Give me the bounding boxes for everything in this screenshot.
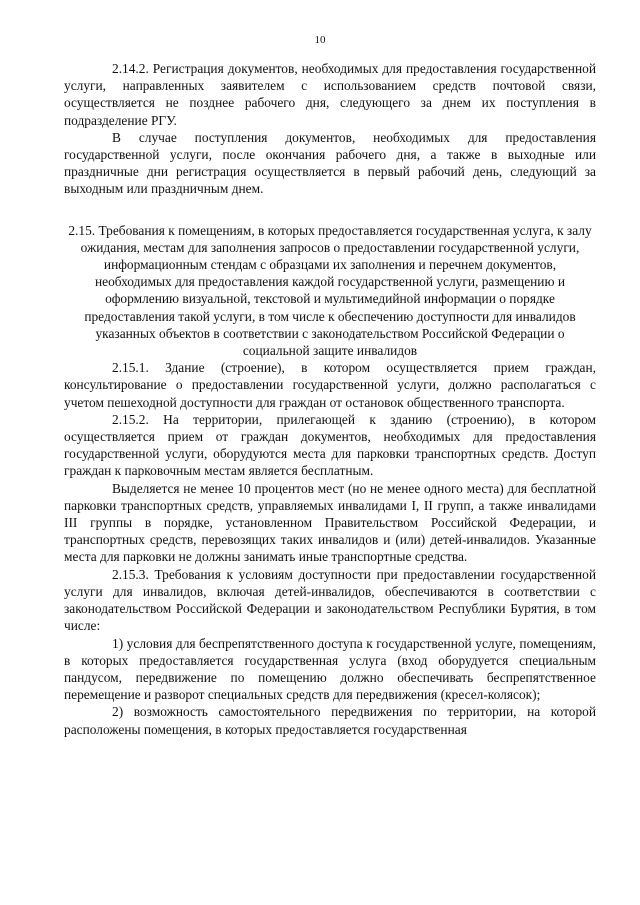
paragraph-2-15-2: 2.15.2. На территории, прилегающей к зданию (строению), в котором осуществляется прием от граждан документов, необходимых для предоставления государственной услуги, оборудуются места для парковки транспортных средств. Доступ граждан к парковочным местам является бесплатным. <box>64 411 596 479</box>
section-heading-2-15: 2.15. Требования к помещениям, в которых предоставляется государственная услуга, к залу ожидания, местам для заполнения запросов о предоставлении государственной услуги, информационным стендам с образцами их заполнения и перечнем документов, необходимых для предоставления каждой государственной услуги, размещению и оформлению визуальной, текстовой и мультимедийной информации о порядке предоставления такой услуги, в том числе к обеспечению доступности для инвалидов указанных объектов в соответствии с законодательством Российской Федерации о социальной защите инвалидов <box>68 222 592 359</box>
paragraph-2-15-3: 2.15.3. Требования к условиям доступности при предоставлении государственной услуги для инвалидов, включая детей-инвалидов, обеспечиваются в соответствии с законодательством Российской Федерации и законодательством Республики Бурятия, в том числе: <box>64 566 596 634</box>
list-item-1: 1) условия для беспрепятственного доступа к государственной услуге, помещениям, в которых предоставляется государственная услуга (вход оборудуется специальным пандусом, передвижение по помещению должно обеспечивать беспрепятственное перемещение и разворот специальных средств для передвижения (кресел-колясок); <box>64 635 596 703</box>
document-body <box>64 60 596 738</box>
paragraph-parking-disabled: Выделяется не менее 10 процентов мест (но не менее одного места) для бесплатной парковки транспортных средств, управляемых инвалидами I, II групп, а также инвалидами III группы в порядке, установленном Правительством Российской Федерации, и транспортных средств, перевозящих таких инвалидов и (или) детей-инвалидов. Указанные места для парковки не должны занимать иные транспортные средства. <box>64 480 596 565</box>
paragraph-after-hours: В случае поступления документов, необходимых для предоставления государственной услуги, после окончания рабочего дня, а также в выходные или праздничные дни регистрация осуществляется в первый рабочий день, следующий за выходным или праздничным днем. <box>64 129 596 197</box>
paragraph-2-14-2: 2.14.2. Регистрация документов, необходимых для предоставления государственной услуги, направленных заявителем с использованием средств почтовой связи, осуществляется не позднее рабочего дня, следующего за днем их поступления в подразделение РГУ. <box>64 61 596 128</box>
paragraph-2-15-1: 2.15.1. Здание (строение), в котором осуществляется прием граждан, консультирование о предоставлении государственной услуги, должно располагаться с учетом пешеходной доступности для граждан от остановок общественного транспорта. <box>64 360 596 410</box>
list-item-2: 2) возможность самостоятельного передвижения по территории, на которой расположены помещения, в которых предоставляется государственная <box>64 704 596 737</box>
page-number: 10 <box>314 34 326 46</box>
